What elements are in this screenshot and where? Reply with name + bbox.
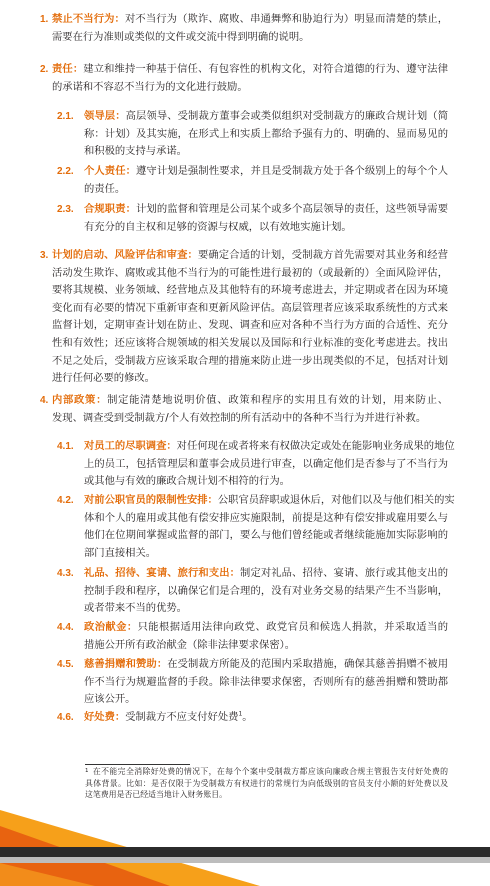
footnote-reference: 1 [238, 710, 243, 718]
item-number: 3. [40, 250, 49, 261]
item-body [84, 201, 448, 236]
item-body [84, 108, 448, 161]
text-run: 制定对礼品、招待、宴请、旅行或其他支出的 [240, 567, 449, 579]
item-body [84, 492, 455, 562]
text-run: 受制裁方不应支付好处费 [125, 711, 239, 723]
text-run: 在不能完全消除好处费的情况下，在每个个案中受制裁方都应该向廉政合规主管报告支付好处费的 [92, 767, 448, 776]
text-line [84, 709, 448, 727]
text-run: 只能根据适用法律向政党、政党官员和候选人捐款，并采取适当的 [137, 621, 449, 633]
item-heading: 好处费： [84, 711, 126, 723]
footnote-rule [85, 764, 190, 765]
text-run: 要确定合适的计划，受制裁方首先需要对其业务和经营 [197, 249, 449, 261]
text-run: 在受制裁方所能及的范围内采取措施，确保其慈善捐赠不被用 [167, 658, 449, 670]
item-number: 4.3. [57, 568, 74, 579]
item-heading: 对员工的尽职调查： [84, 440, 177, 452]
text-line [52, 61, 448, 79]
item-heading: 责任： [52, 63, 84, 75]
text-line [84, 492, 455, 510]
text-run: 。 [242, 711, 253, 723]
text-line: 控制手段和程序，以确保它们是合理的，没有对业务交易的结果产生不当影响， [84, 584, 448, 597]
item-number: 4.2. [57, 495, 74, 506]
item-body [52, 11, 448, 46]
text-line: 不足之处后，受制裁方应该采取合理的措施来防止进一步出现类似的不足，包括对计划 [52, 354, 448, 367]
dark-band [0, 847, 490, 857]
item-number: 2.2. [57, 166, 74, 177]
text-line: 活动发生欺诈、腐败或其他不当行为的可能性进行最初的（或最新的）全面风险评估， [52, 266, 448, 279]
text-line: 进行任何必要的修改。 [52, 372, 155, 385]
gray-band [0, 857, 490, 863]
text-line: 和积极的支持与承诺。 [84, 145, 187, 158]
item-heading: 个人责任： [84, 165, 137, 177]
text-line: 的承诺和不容忍不当行为的文化进行鼓励。 [52, 80, 248, 93]
text-run: 高层领导、受制裁方董事会或类似组织对受制裁方的廉政合规计划（简 [125, 110, 449, 122]
text-line [84, 108, 448, 126]
text-line [52, 392, 448, 410]
text-line: 的责任。 [84, 182, 126, 195]
text-line [84, 201, 448, 219]
item-number: 1. [40, 14, 49, 25]
item-body [84, 656, 448, 709]
item-number: 2.3. [57, 204, 74, 215]
item-body [52, 392, 448, 427]
item-body [84, 709, 448, 727]
text-line [84, 656, 448, 674]
text-line [52, 247, 448, 265]
text-line: 性和有效性；还应该将合规领域的相关发展以及国际和行业标准的变化考虑进去。找出 [52, 336, 448, 349]
item-heading: 慈善捐赠和赞助： [84, 658, 168, 670]
item-heading: 内部政策： [52, 394, 108, 406]
text-run: 制定能清楚地说明价值、政策和程序的实用且有效的计划，用来防止、 [107, 394, 449, 406]
text-run: 公职官员辞职或退休后，对他们以及与他们相关的实 [217, 494, 455, 506]
footnote-text-line: 这笔费用是否已经适当地计入财务账目。 [85, 790, 228, 799]
text-line: 措施公开所有政治献金（除非法律要求保密）。 [84, 638, 296, 651]
text-line: 需要在行为准则或类似的文件或交流中得到明确的说明。 [52, 30, 310, 43]
item-heading: 合规职责： [84, 203, 137, 215]
item-number: 2. [40, 64, 49, 75]
item-body [84, 438, 455, 491]
text-line [84, 565, 448, 583]
item-number: 4.4. [57, 622, 74, 633]
text-run: 对任何现在或者将来有权做决定或处在能影响业务成果的地位 [176, 440, 455, 452]
text-line: 要将其规模、业务领域、经营地点及其他特有的环境考虑进去，并定期或者在因为环境 [52, 284, 448, 297]
text-line: 或者带来不当的优势。 [84, 602, 187, 615]
item-body [84, 565, 448, 618]
text-line [84, 619, 448, 637]
text-run: 建立和维持一种基于信任、有包容性的机构文化，对符合道德的行为、遵守法律 [83, 63, 449, 75]
text-line: 部门直接相关。 [84, 546, 157, 559]
item-heading: 禁止不当行为： [52, 13, 125, 25]
text-line [84, 163, 448, 181]
text-line: 应该公开。 [84, 693, 136, 706]
text-run: 对不当行为（欺诈、腐败、串通舞弊和胁迫行为）明显而清楚的禁止， [124, 13, 449, 25]
text-run: 计划的监督和管理是公司某个或多个高层领导的责任，这些领导需要 [136, 203, 448, 215]
item-heading: 计划的启动、风险评估和审查： [52, 249, 198, 261]
text-line [84, 438, 455, 456]
item-number: 4.1. [57, 441, 74, 452]
text-line: 或其他与有效的廉政合规计划不相符的行为。 [84, 475, 290, 488]
item-number: 2.1. [57, 111, 74, 122]
footnote [85, 766, 448, 801]
text-line: 作不当行为规避监督的手段。除非法律要求保密，否则所有的慈善捐赠和赞助都 [84, 675, 448, 688]
footnote-marker: 1 [85, 767, 89, 774]
footnote-text-line [85, 766, 448, 778]
text-line: 监督计划，定期审查计划在防止、发现、调查和应对各种不当行为方面的合适性、充分 [52, 319, 448, 332]
item-heading: 对前公职官员的限制性安排： [84, 494, 218, 506]
text-line: 发现、调查受到受制裁方/个人有效控制的所有活动中的各种不当行为并进行补救。 [52, 411, 427, 424]
item-body [52, 247, 448, 388]
text-line [52, 11, 448, 29]
item-number: 4.6. [57, 712, 74, 723]
footer-decoration [0, 800, 490, 886]
item-body [84, 163, 448, 198]
text-run: 遵守计划是强制性要求，并且是受制裁方处于各个级别上的每个个人 [136, 165, 448, 177]
item-body [52, 61, 448, 96]
item-heading: 领导层： [84, 110, 126, 122]
item-number: 4. [40, 395, 49, 406]
text-line: 上的员工，包括管理层和董事会成员进行审查，以确定他们是否参与了不当行为 [84, 457, 448, 470]
item-body [84, 619, 448, 654]
text-line: 称：计划）及其实施，在形式上和实质上都给予强有力的、明确的、显而易见的 [84, 127, 448, 140]
text-line: 他们在位期间掌握或监督的部门，要么与他们曾经能或者继续能施加实际影响的 [84, 529, 448, 542]
item-heading: 政治献金： [84, 621, 138, 633]
text-line: 变化而有必要的情况下重新审查和更新风险评估。高层管理者应该采取系统性的方式来 [52, 301, 448, 314]
text-line: 有充分的自主权和足够的资源与权威，以有效地实施计划。 [84, 220, 352, 233]
item-number: 4.5. [57, 659, 74, 670]
text-line: 体和个人的雇用或其他有偿安排应实施限制，前提是这种有偿安排或雇用要么与 [84, 511, 448, 524]
footnote-text-line: 具体背景。比如：是否仅限于为受制裁方有权进行的常规行为向低级别的官员支付小额的好处费以及 [85, 778, 448, 788]
item-heading: 礼品、招待、宴请、旅行和支出： [84, 567, 241, 579]
